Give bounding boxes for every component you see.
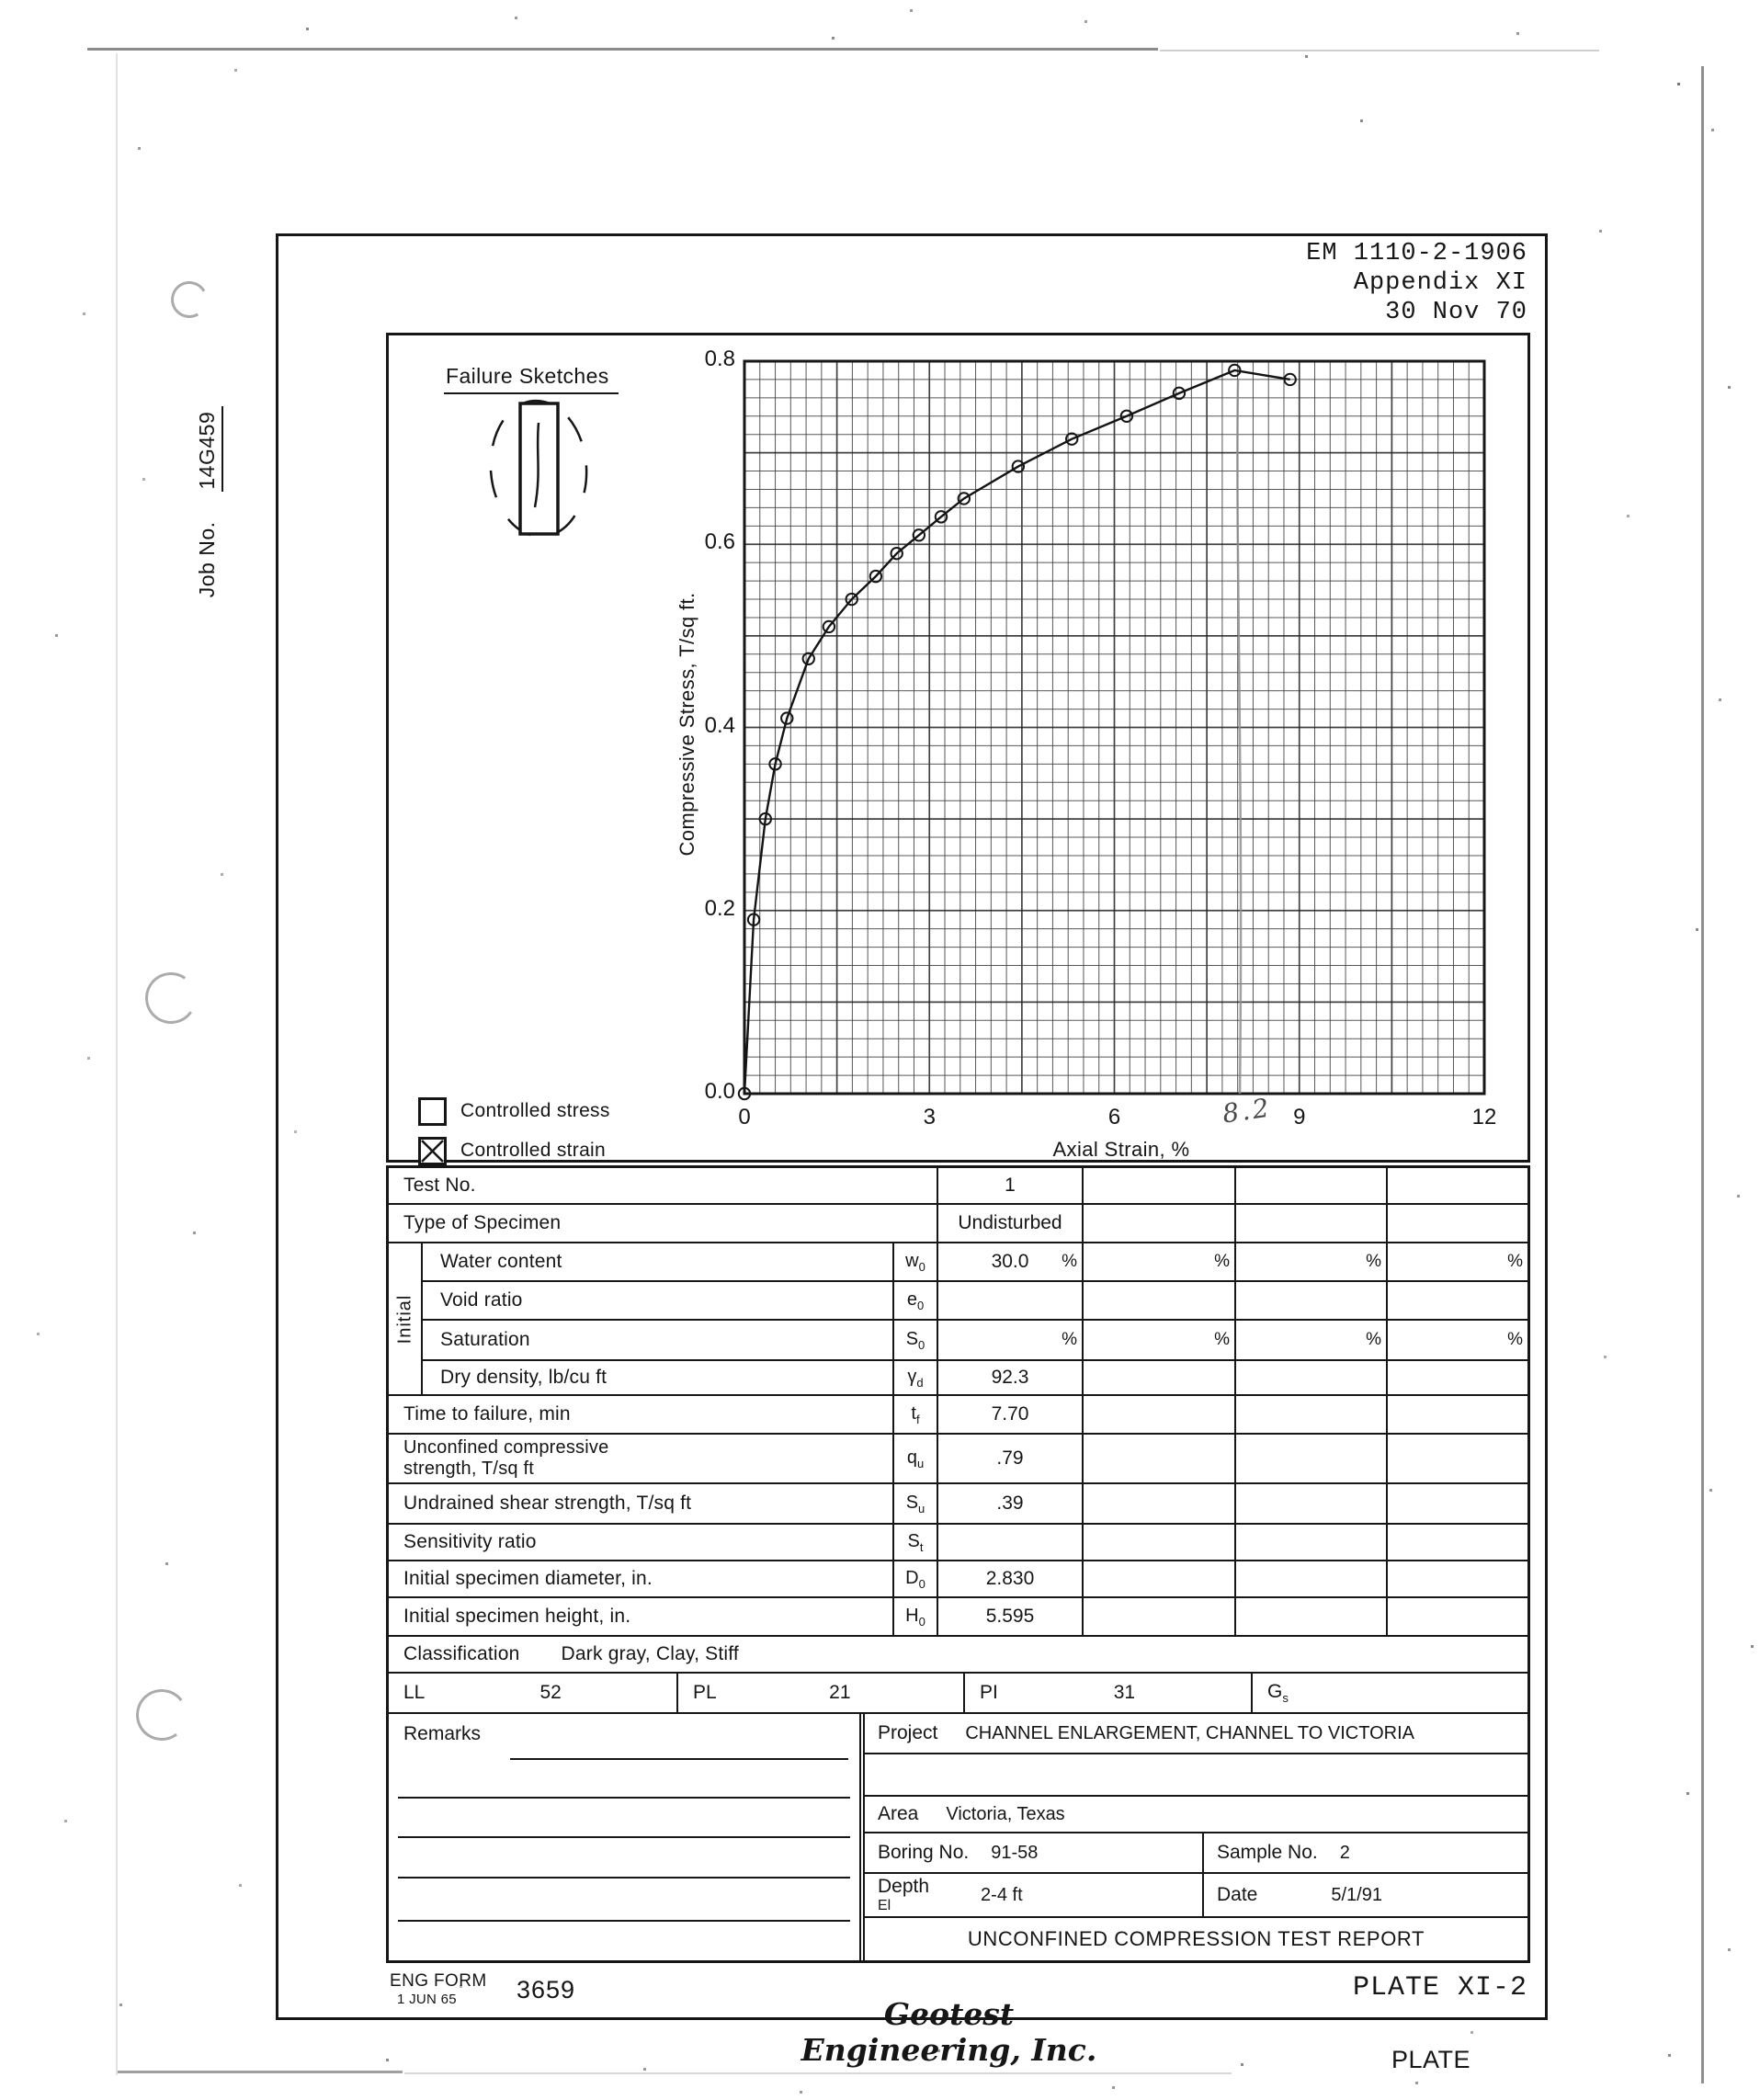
project-panel xyxy=(865,1714,1527,1960)
elevation-label: El xyxy=(878,1898,891,1913)
project-value: CHANNEL ENLARGEMENT, CHANNEL TO VICTORIA xyxy=(965,1722,1414,1743)
value-cell xyxy=(1388,1361,1527,1394)
row-label-cell xyxy=(389,1205,938,1242)
value-cell xyxy=(938,1361,1084,1394)
remarks-rule-line xyxy=(398,1836,850,1838)
symbol-text: $q_u$ xyxy=(906,1447,925,1470)
y-tick-label: 0.6 xyxy=(704,529,735,555)
atterberg-cell xyxy=(389,1674,678,1712)
value-cell xyxy=(1236,1205,1388,1242)
value-cell xyxy=(938,1282,1084,1319)
symbol-text: $S_t$ xyxy=(907,1530,924,1554)
row-label: Water content xyxy=(440,1251,562,1272)
percent-unit: % xyxy=(1366,1330,1381,1349)
initial-group-label: Initial xyxy=(394,1294,415,1344)
page-edge-top-faint xyxy=(1160,50,1599,51)
page-edge-top xyxy=(87,48,1158,51)
percent-unit: % xyxy=(1507,1330,1523,1349)
symbol-text: $S_u$ xyxy=(905,1492,925,1515)
row-label: Initial specimen diameter, in. xyxy=(403,1568,653,1589)
value-text: 2.830 xyxy=(985,1568,1035,1589)
remarks-project-block xyxy=(389,1714,1527,1960)
x-tick-label: 6 xyxy=(1107,1105,1121,1129)
atterberg-label: LL xyxy=(403,1682,426,1703)
symbol-text: $e_0$ xyxy=(906,1288,925,1312)
value-cell xyxy=(1236,1168,1388,1203)
row-label-cell xyxy=(389,1243,894,1280)
row-label-cell xyxy=(389,1282,894,1319)
symbol-cell xyxy=(894,1484,938,1523)
row-label: Void ratio xyxy=(440,1289,523,1311)
test-data-table xyxy=(386,1165,1530,1963)
value-cell xyxy=(1236,1435,1388,1482)
em-header xyxy=(1141,239,1527,327)
value-cell xyxy=(1084,1243,1236,1280)
row-label-cell xyxy=(389,1525,894,1560)
depth-cell xyxy=(865,1874,1204,1916)
value-cell xyxy=(1084,1435,1236,1482)
symbol-text: $t_f$ xyxy=(911,1402,920,1426)
symbol-cell xyxy=(894,1561,938,1596)
value-cell xyxy=(1388,1435,1527,1482)
y-axis-title: Compressive Stress, T/sq ft. xyxy=(676,592,698,857)
eng-form-date: 1 JUN 65 xyxy=(397,1992,457,2007)
footer-rule-left xyxy=(276,2017,772,2020)
value-cell xyxy=(1084,1321,1236,1359)
measurement-row xyxy=(389,1525,1527,1561)
measurement-row xyxy=(389,1243,1527,1282)
scan-speckles xyxy=(0,0,3,3)
boring-value: 91-58 xyxy=(991,1842,1039,1863)
value-cell xyxy=(1388,1282,1527,1319)
row-label-cell xyxy=(389,1561,894,1596)
value-text: .39 xyxy=(996,1493,1024,1514)
job-number-label: Job No. xyxy=(195,521,219,598)
handwritten-failure-strain: 8.2 xyxy=(1220,1092,1274,1129)
stress-strain-curve xyxy=(744,370,1290,1094)
em-appendix: Appendix XI xyxy=(1353,269,1527,297)
punch-hole-top xyxy=(167,278,212,323)
company-name: Geotest Engineering, Inc. xyxy=(801,1996,1097,2068)
sample-cell xyxy=(1204,1833,1527,1872)
stress-strain-plot xyxy=(744,361,1484,1094)
checkbox-checked-x-icon xyxy=(418,1137,447,1165)
x-tick-label: 0 xyxy=(738,1105,751,1129)
value-cell xyxy=(1236,1525,1388,1560)
depth-date-row xyxy=(865,1874,1527,1918)
value-cell xyxy=(1084,1282,1236,1319)
area-value: Victoria, Texas xyxy=(946,1803,1065,1824)
value-cell xyxy=(1236,1484,1388,1523)
boring-label: Boring No. xyxy=(878,1842,970,1863)
project-row xyxy=(865,1714,1527,1754)
symbol-text: $\gamma_d$ xyxy=(907,1366,924,1390)
value-cell xyxy=(938,1243,1084,1280)
x-tick-label: 12 xyxy=(1471,1105,1497,1129)
value-cell xyxy=(938,1525,1084,1560)
value-cell xyxy=(1236,1321,1388,1359)
failure-sketch xyxy=(484,395,593,547)
x-tick-label: 3 xyxy=(923,1105,936,1129)
value-cell xyxy=(1084,1598,1236,1635)
depth-label-stack xyxy=(878,1877,929,1913)
symbol-cell xyxy=(894,1598,938,1635)
value-cell xyxy=(938,1598,1084,1635)
legend-controlled-stress xyxy=(418,1096,610,1126)
legend-controlled-strain xyxy=(418,1136,606,1165)
value-cell xyxy=(1388,1598,1527,1635)
row-label: Sensitivity ratio xyxy=(403,1531,537,1552)
checkbox-unchecked-icon xyxy=(418,1097,447,1126)
x-mark-icon xyxy=(421,1140,444,1163)
legend-label: Controlled stress xyxy=(460,1100,610,1121)
atterberg-label: $G_s$ xyxy=(1267,1680,1289,1706)
value-cell xyxy=(1236,1243,1388,1280)
symbol-cell xyxy=(894,1321,938,1359)
date-label: Date xyxy=(1217,1884,1258,1905)
test-no-row xyxy=(389,1168,1527,1205)
eng-form-stamp xyxy=(390,1972,487,2009)
plate-word: PLATE xyxy=(1391,2046,1470,2073)
remarks-rule-line xyxy=(398,1877,850,1879)
value-cell xyxy=(1084,1396,1236,1433)
row-label-line: Unconfined compressive xyxy=(403,1437,609,1458)
value-cell xyxy=(938,1168,1084,1203)
atterberg-cell xyxy=(965,1674,1253,1712)
row-label: Initial specimen height, in. xyxy=(403,1606,631,1627)
value-cell xyxy=(1084,1561,1236,1596)
depth-value: 2-4 ft xyxy=(981,1884,1023,1905)
failure-sketches-label: Failure Sketches xyxy=(444,364,619,394)
row-label-cell xyxy=(389,1168,938,1203)
measurement-row xyxy=(389,1435,1527,1484)
boring-sample-row xyxy=(865,1833,1527,1874)
form-number: 3659 xyxy=(517,1976,576,2004)
y-tick-label: 0.2 xyxy=(704,895,735,921)
row-label: Dry density, lb/cu ft xyxy=(440,1367,607,1388)
value-cell xyxy=(938,1435,1084,1482)
job-number-margin xyxy=(195,336,228,667)
row-label-cell xyxy=(389,1435,894,1482)
value-cell xyxy=(938,1484,1084,1523)
row-label: Saturation xyxy=(440,1329,530,1350)
value-cell xyxy=(1388,1484,1527,1523)
page-edge-bottom xyxy=(118,2071,403,2073)
value-cell xyxy=(1084,1205,1236,1242)
row-label: Test No. xyxy=(403,1175,476,1196)
area-row xyxy=(865,1797,1527,1833)
value-cell xyxy=(938,1396,1084,1433)
measurement-row xyxy=(389,1598,1527,1637)
percent-unit: % xyxy=(1062,1330,1077,1349)
measurement-row xyxy=(389,1561,1527,1598)
specimen-type-row xyxy=(389,1205,1527,1243)
em-date: 30 Nov 70 xyxy=(1385,299,1527,326)
row-label-cell xyxy=(389,1598,894,1635)
atterberg-cell xyxy=(1253,1674,1527,1712)
row-label-line: strength, T/sq ft xyxy=(403,1459,534,1479)
initial-group-label-cell xyxy=(389,1243,423,1394)
row-label-cell xyxy=(389,1396,894,1433)
symbol-text: $H_0$ xyxy=(905,1605,925,1629)
value-text: 7.70 xyxy=(991,1403,1029,1425)
x-axis-title: Axial Strain, % xyxy=(1052,1138,1190,1161)
value-cell xyxy=(1388,1396,1527,1433)
measurement-row xyxy=(389,1396,1527,1435)
symbol-text: $w_0$ xyxy=(905,1250,925,1274)
symbol-text: $S_0$ xyxy=(905,1328,925,1352)
row-label-cell xyxy=(389,1321,894,1359)
value-cell xyxy=(1236,1361,1388,1394)
value-cell xyxy=(1236,1396,1388,1433)
atterberg-cell xyxy=(678,1674,965,1712)
measurement-row xyxy=(389,1361,1527,1396)
project-label: Project xyxy=(878,1722,938,1743)
value-cell xyxy=(1236,1598,1388,1635)
symbol-cell xyxy=(894,1243,938,1280)
page-edge-right xyxy=(1701,66,1704,2083)
percent-unit: % xyxy=(1366,1252,1381,1271)
remarks-label: Remarks xyxy=(403,1723,482,1744)
x-tick-label: 9 xyxy=(1293,1105,1306,1129)
value-cell xyxy=(1236,1561,1388,1596)
row-label: Undrained shear strength, T/sq ft xyxy=(403,1493,692,1514)
symbol-cell xyxy=(894,1525,938,1560)
percent-unit: % xyxy=(1214,1330,1230,1349)
job-number-value: 14G459 xyxy=(195,406,223,492)
value-cell xyxy=(938,1321,1084,1359)
atterberg-label: PI xyxy=(980,1682,998,1703)
value-cell xyxy=(938,1205,1084,1242)
value-text: 1 xyxy=(1005,1175,1016,1196)
row-label-cell xyxy=(389,1361,894,1394)
symbol-cell xyxy=(894,1435,938,1482)
atterberg-value: 31 xyxy=(1113,1682,1136,1703)
classification-row xyxy=(389,1637,1527,1674)
measurement-row xyxy=(389,1321,1527,1361)
percent-unit: % xyxy=(1062,1252,1077,1271)
remarks-rule-line xyxy=(510,1758,848,1760)
value-cell xyxy=(1084,1361,1236,1394)
measurement-row xyxy=(389,1282,1527,1321)
classification-label: Classification xyxy=(403,1643,520,1664)
date-value: 5/1/91 xyxy=(1331,1884,1382,1905)
value-text: 5.595 xyxy=(985,1606,1035,1627)
value-cell xyxy=(1388,1321,1527,1359)
percent-unit: % xyxy=(1214,1252,1230,1271)
atterberg-label: PL xyxy=(693,1682,717,1703)
symbol-cell xyxy=(894,1396,938,1433)
page-edge-left xyxy=(116,53,118,2075)
row-label: Type of Specimen xyxy=(403,1212,562,1233)
punch-hole-middle xyxy=(142,969,201,1028)
legend-label: Controlled strain xyxy=(460,1140,607,1161)
depth-label: Depth xyxy=(878,1876,930,1897)
value-cell xyxy=(938,1561,1084,1596)
classification-cell xyxy=(389,1637,1527,1672)
value-text: 92.3 xyxy=(991,1367,1029,1388)
symbol-text: $D_0$ xyxy=(905,1567,925,1591)
value-text: Undisturbed xyxy=(958,1212,1062,1233)
measurement-row xyxy=(389,1484,1527,1525)
value-cell xyxy=(1388,1243,1527,1280)
eng-form-label: ENG FORM xyxy=(390,1971,487,1991)
sample-label: Sample No. xyxy=(1217,1842,1318,1863)
row-label: Time to failure, min xyxy=(403,1403,571,1425)
footer-rule-right xyxy=(1123,2017,1548,2020)
value-text: .79 xyxy=(996,1447,1024,1469)
value-cell xyxy=(1388,1205,1527,1242)
value-cell xyxy=(1084,1484,1236,1523)
value-cell xyxy=(1236,1282,1388,1319)
value-cell xyxy=(1388,1561,1527,1596)
punch-hole-bottom xyxy=(132,1686,190,1743)
value-cell xyxy=(1388,1168,1527,1203)
atterberg-limits-row xyxy=(389,1674,1527,1714)
em-number: EM 1110-2-1906 xyxy=(1306,240,1527,267)
y-tick-label: 0.4 xyxy=(704,712,735,738)
value-cell xyxy=(1388,1525,1527,1560)
value-cell xyxy=(1084,1525,1236,1560)
percent-unit: % xyxy=(1507,1252,1523,1271)
report-title: UNCONFINED COMPRESSION TEST REPORT xyxy=(967,1927,1425,1950)
boring-cell xyxy=(865,1833,1204,1872)
row-label-cell xyxy=(389,1484,894,1523)
symbol-cell xyxy=(894,1361,938,1394)
remarks-rule-line xyxy=(398,1920,850,1922)
plate-reference: PLATE XI-2 xyxy=(1352,1972,1527,2004)
project-blank-row xyxy=(865,1754,1527,1797)
page-edge-bottom-faint xyxy=(404,2072,1232,2074)
classification-value: Dark gray, Clay, Stiff xyxy=(561,1643,739,1664)
atterberg-value: 52 xyxy=(539,1682,562,1703)
y-tick-label: 0.0 xyxy=(704,1079,735,1104)
date-cell xyxy=(1204,1874,1527,1916)
remarks-panel xyxy=(389,1714,865,1960)
symbol-cell xyxy=(894,1282,938,1319)
value-text: 30.0 xyxy=(991,1251,1029,1272)
remarks-rule-line xyxy=(398,1797,850,1799)
value-cell xyxy=(1084,1168,1236,1203)
y-tick-label: 0.8 xyxy=(704,346,735,371)
area-label: Area xyxy=(878,1803,919,1824)
sample-value: 2 xyxy=(1339,1842,1350,1863)
atterberg-value: 21 xyxy=(829,1682,851,1703)
